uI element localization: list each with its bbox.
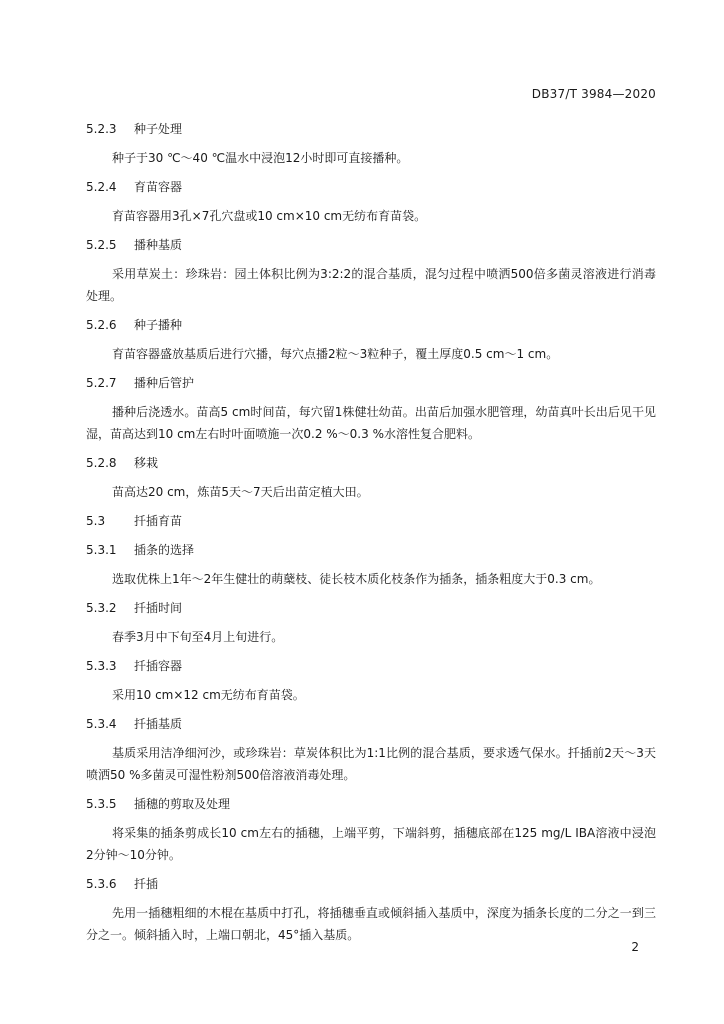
section-title: 插条的选择 xyxy=(134,543,195,557)
section-number: 5.3.4 xyxy=(86,717,117,731)
section-heading xyxy=(86,873,656,895)
section-title: 种子处理 xyxy=(134,122,183,136)
section-heading xyxy=(86,655,656,677)
section-title: 扦插 xyxy=(134,877,159,891)
section-number: 5.2.7 xyxy=(86,376,117,390)
section-number: 5.3.1 xyxy=(86,543,117,557)
section-number: 5.3.2 xyxy=(86,601,117,615)
section-heading xyxy=(86,793,656,815)
section-title: 移栽 xyxy=(134,456,159,470)
section-number: 5.3.3 xyxy=(86,659,117,673)
section-heading xyxy=(86,176,656,198)
section-number: 5.2.6 xyxy=(86,318,117,332)
section-heading xyxy=(86,372,656,394)
section-heading xyxy=(86,597,656,619)
section-number: 5.3.5 xyxy=(86,797,117,811)
section-heading xyxy=(86,118,656,140)
section-paragraph: 育苗容器盛放基质后进行穴播，每穴点播2粒～3粒种子，覆土厚度0.5 cm～1 cm。 xyxy=(112,347,559,361)
document-body xyxy=(86,118,656,953)
section-number: 5.2.3 xyxy=(86,122,117,136)
section-title: 扦插基质 xyxy=(134,717,183,731)
section-heading xyxy=(86,713,656,735)
section-heading xyxy=(86,510,656,532)
section-title: 种子播种 xyxy=(134,318,183,332)
section-heading xyxy=(86,452,656,474)
section-paragraph: 种子于30 ℃～40 ℃温水中浸泡12小时即可直接播种。 xyxy=(112,151,409,165)
section-paragraph: 育苗容器用3孔×7孔穴盘或10 cm×10 cm无纺布育苗袋。 xyxy=(112,209,427,223)
section-paragraph: 春季3月中下旬至4月上旬进行。 xyxy=(112,630,284,644)
section-number: 5.2.4 xyxy=(86,180,117,194)
section-title: 插穗的剪取及处理 xyxy=(134,797,231,811)
section-paragraph: 播种后浇透水。苗高5 cm时间苗，每穴留1株健壮幼苗。出苗后加强水肥管理，幼苗真叶长出后见干见湿，苗高达到10 cm左右时叶面喷施一次0.2 %～0.3 %水溶性复合肥料。 xyxy=(86,405,656,441)
section-paragraph: 先用一插穗粗细的木棍在基质中打孔，将插穗垂直或倾斜插入基质中，深度为插条长度的二分之一到三分之一。倾斜插入时，上端口朝北，45°插入基质。 xyxy=(86,906,656,942)
section-paragraph: 采用草炭土：珍珠岩：园土体积比例为3:2:2的混合基质，混匀过程中喷洒500倍多菌灵溶液进行消毒处理。 xyxy=(86,267,656,303)
section-paragraph: 苗高达20 cm，炼苗5天～7天后出苗定植大田。 xyxy=(112,485,369,499)
section-title: 播种基质 xyxy=(134,238,183,252)
section-title: 扦插容器 xyxy=(134,659,183,673)
section-heading xyxy=(86,539,656,561)
section-heading xyxy=(86,314,656,336)
section-paragraph: 选取优株上1年～2年生健壮的萌蘖枝、徒长枝木质化枝条作为插条，插条粗度大于0.3 cm。 xyxy=(112,572,601,586)
section-title: 扦插时间 xyxy=(134,601,183,615)
section-paragraph: 将采集的插条剪成长10 cm左右的插穗，上端平剪，下端斜剪，插穗底部在125 mg/L IBA溶液中浸泡2分钟～10分钟。 xyxy=(86,826,656,862)
section-number: 5.3 xyxy=(86,514,106,528)
section-title: 播种后管护 xyxy=(134,376,195,390)
section-title: 扦插育苗 xyxy=(134,514,183,528)
section-number: 5.3.6 xyxy=(86,877,117,891)
section-paragraph: 采用10 cm×12 cm无纺布育苗袋。 xyxy=(112,688,305,702)
section-heading xyxy=(86,234,656,256)
page-number: 2 xyxy=(631,940,639,954)
section-number: 5.2.8 xyxy=(86,456,117,470)
document-code: DB37/T 3984—2020 xyxy=(531,87,656,101)
section-title: 育苗容器 xyxy=(134,180,183,194)
section-number: 5.2.5 xyxy=(86,238,117,252)
section-paragraph: 基质采用洁净细河沙，或珍珠岩：草炭体积比为1:1比例的混合基质，要求透气保水。扦插前2天～3天喷洒50 %多菌灵可湿性粉剂500倍溶液消毒处理。 xyxy=(86,746,656,782)
